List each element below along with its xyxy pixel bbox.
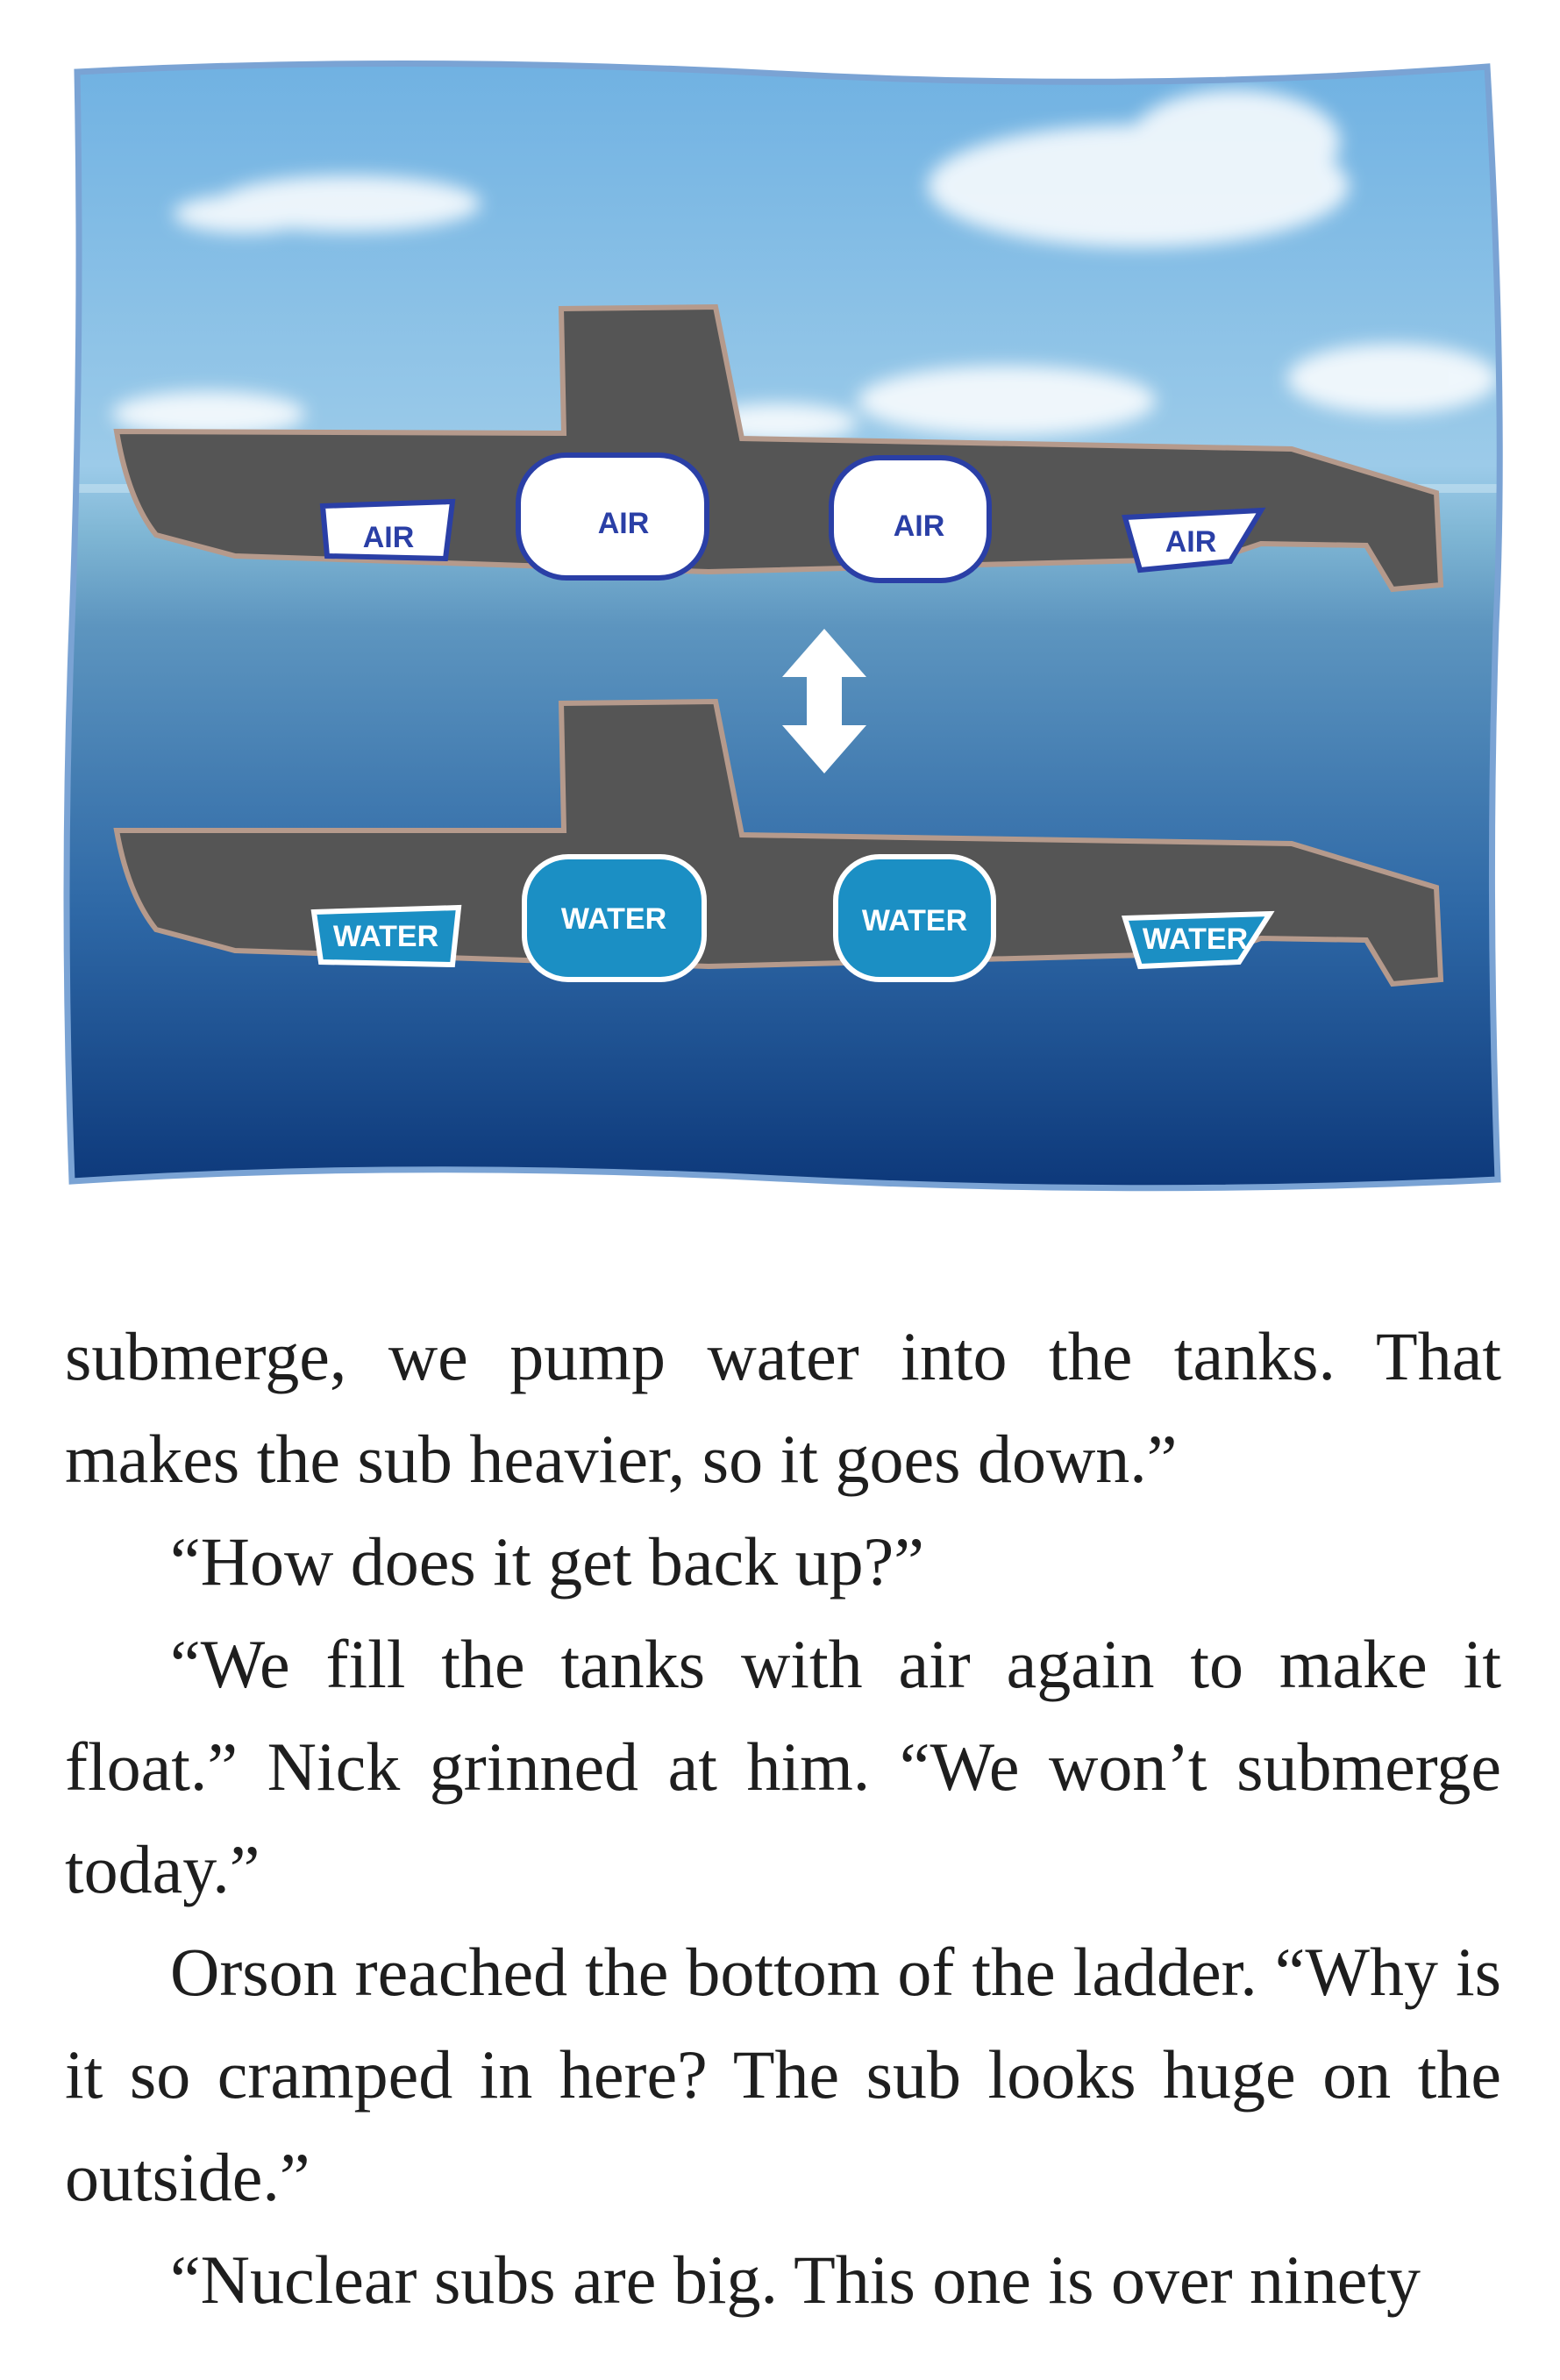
story-text [65,1305,1501,2331]
paragraph-2: “How does it get back up?” [170,1523,924,1600]
water-tank-label: WATER [1142,922,1249,956]
air-tank-label: AIR [597,506,650,540]
water-tank-label: WATER [861,903,968,937]
submerged-tank-2 [524,857,704,980]
illustration-svg [60,54,1505,1197]
surfaced-tank-2 [518,455,707,578]
air-tank-label: AIR [362,520,415,554]
surfaced-tank-1 [323,502,452,559]
surfaced-tank-3 [831,458,989,581]
air-tank-label: AIR [893,509,945,543]
submerged-tank-1 [314,908,459,965]
paragraph-5: “Nuclear subs are big. This one is over ninety [170,2241,1421,2318]
paragraph-1: submerge, we pump water into the tanks. That makes the sub heavier, so it goes down.” [65,1318,1501,1497]
air-tank-label: AIR [1165,524,1217,559]
paragraph-4: Orson reached the bottom of the ladder. “Why is it so cramped in here? The sub looks huge on the outside.” [65,1934,1501,2215]
submerged-tank-3 [836,857,994,980]
submarine-ballast-illustration [60,54,1505,1197]
water-tank-label: WATER [332,919,439,953]
water-tank-label: WATER [560,901,667,936]
paragraph-3: “We fill the tanks with air again to make it float.” Nick grinned at him. “We won’t submerge today.” [65,1626,1501,1907]
